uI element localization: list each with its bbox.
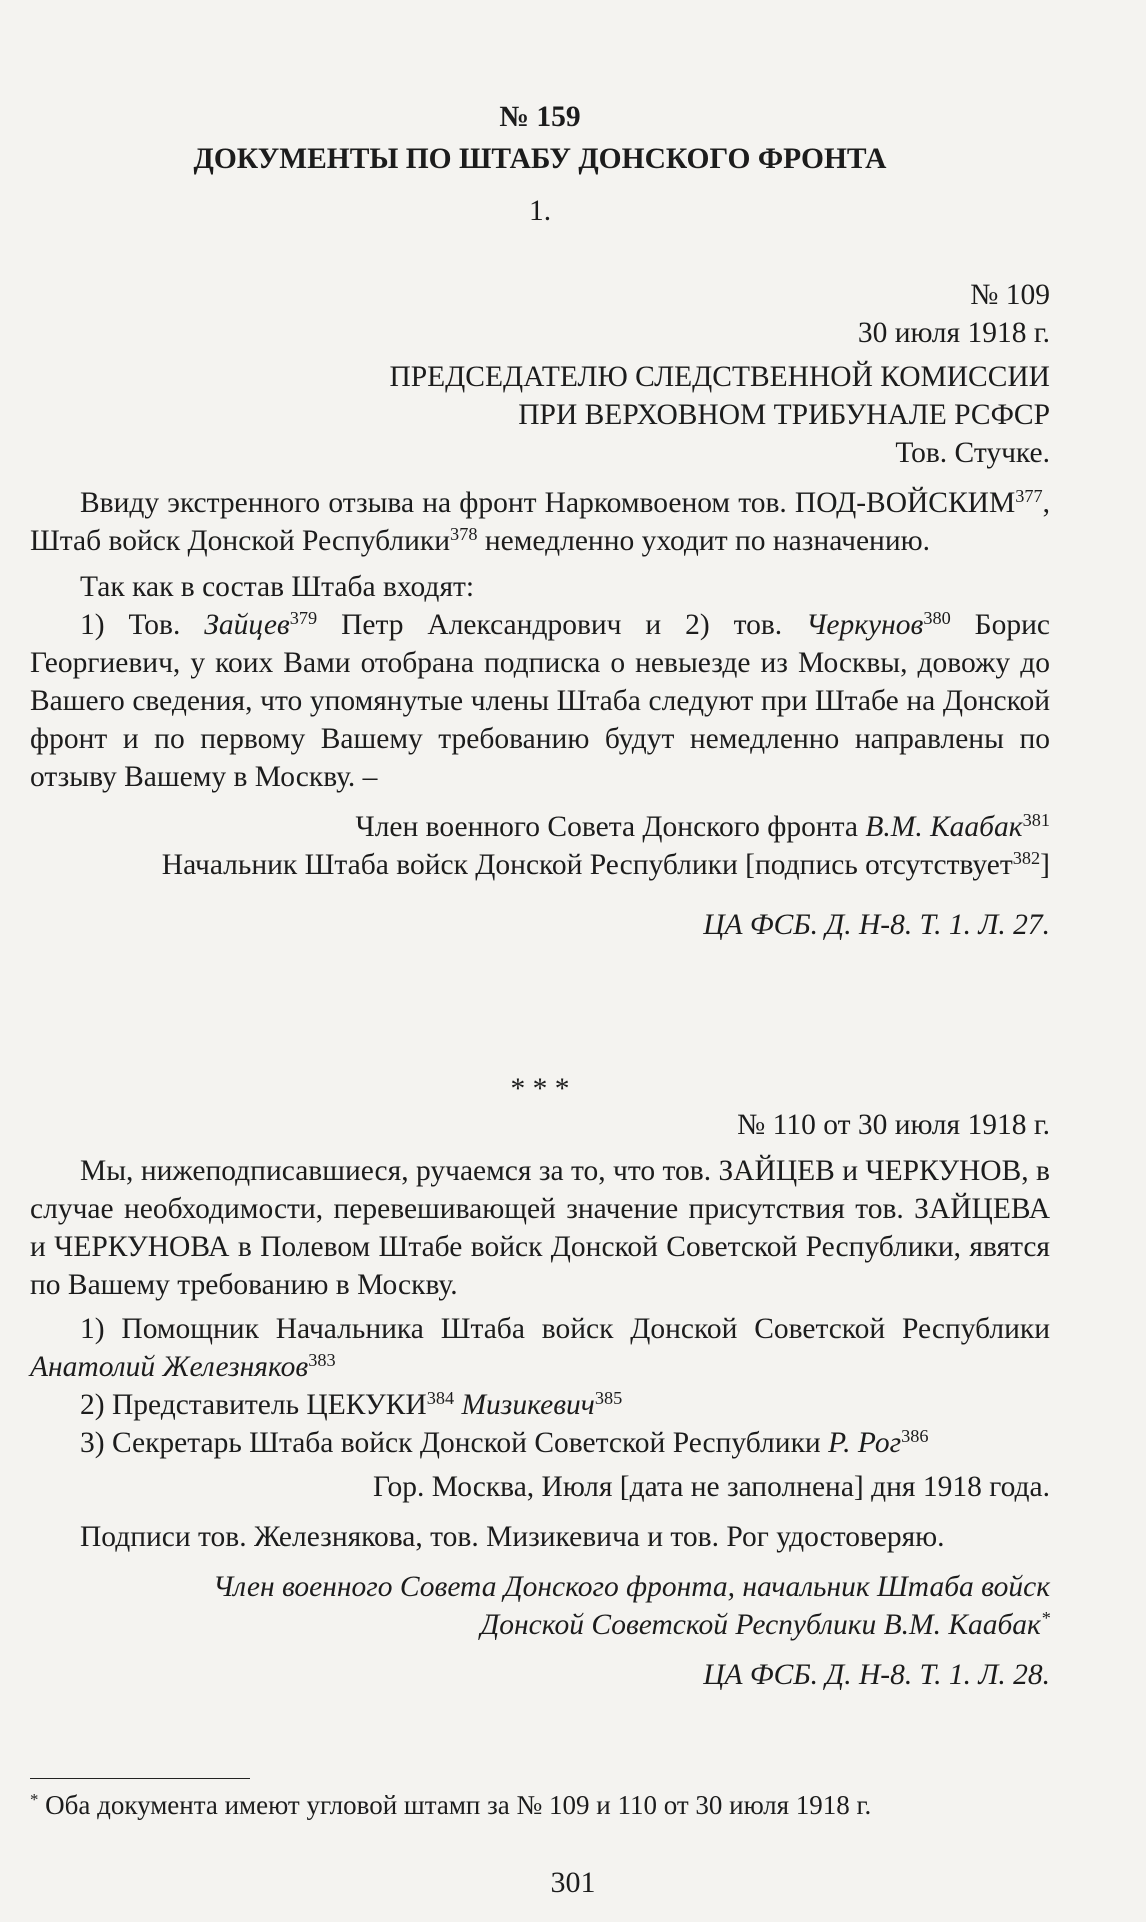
- signature-line-1: Член военного Совета Донского фронта, начальник Штаба войск: [212, 1571, 1050, 1603]
- doc109-date: 30 июля 1918 г.: [857, 317, 1050, 349]
- footnote-ref: 380: [923, 607, 951, 628]
- document-title: ДОКУМЕНТЫ ПО ШТАБУ ДОНСКОГО ФРОНТА: [193, 143, 887, 175]
- doc109-paragraph-2: Так как в состав Штаба входят:: [80, 571, 475, 603]
- footnote-text: Оба документа имеют угловой штамп за № 109 и 110 от 30 июля 1918 г.: [38, 1790, 872, 1820]
- document-109: [30, 276, 1050, 944]
- section-separator: * * *: [510, 1073, 570, 1105]
- footnote-ref: 383: [308, 1349, 336, 1370]
- page-number: 301: [550, 1866, 596, 1899]
- doc110-item-3: 3) Секретарь Штаба войск Донской Советской Республики Р. Рог$^{386}$: [80, 1425, 929, 1459]
- signature-line-2: Донской Советской Республики В.М. Каабак*: [480, 1607, 1050, 1641]
- footnote-ref: 378: [450, 523, 478, 544]
- signature-line-2: Начальник Штаба войск Донской Республики [подпись отсутствует$^{382}$]: [161, 847, 1050, 881]
- footnote-mark: *: [30, 1789, 39, 1809]
- place-date: Гор. Москва, Июля [дата не заполнена] дня 1918 года.: [373, 1471, 1050, 1503]
- person-name: Черкунов: [806, 609, 924, 641]
- footnote-ref: 386: [901, 1425, 929, 1446]
- certification: Подписи тов. Железнякова, тов. Мизикевича и тов. Рог удостоверяю.: [80, 1521, 945, 1553]
- footnote-ref: 381: [1022, 809, 1050, 830]
- addressee-line-2: ПРИ ВЕРХОВНОМ ТРИБУНАЛЕ РСФСР: [518, 399, 1050, 431]
- doc109-paragraph-3: 1) Тов. Зайцев$^{379}$ Петр Александрович и 2) тов. Черкунов$^{380}$ Борис Георгиевич, у коих Вами отобрана подписка о невыезде из Москвы, довожу до Вашего сведения, что упомянутые члены Штаба следуют при Штабе на Донской фронт и по первому Вашему требованию будут немедленно направлены по отзыву Вашему в Москву. –: [30, 607, 1050, 793]
- person-name: Мизикевич: [454, 1389, 595, 1421]
- doc110-item-1: 1) Помощник Начальника Штаба войск Донской Советской Республики Анатолий Железняков$^{383}$: [30, 1313, 1050, 1383]
- footnote-ref: 377: [1015, 485, 1043, 506]
- doc110-paragraph-1: Мы, нижеподписавшиеся, ручаемся за то, что тов. ЗАЙЦЕВ и ЧЕРКУНОВ, в случае необходимости, перевешивающей значение присутствия тов. ЗАЙЦЕВА и ЧЕРКУНОВА в Полевом Штабе войск Донской Советской Республики, явятся по Вашему требованию в Москву.: [30, 1155, 1050, 1301]
- footnote-ref: 384: [426, 1387, 455, 1408]
- footnote-ref: 382: [1012, 847, 1041, 868]
- signatory-name: В.М. Каабак: [865, 811, 1023, 843]
- addressee-line-1: ПРЕДСЕДАТЕЛЮ СЛЕДСТВЕННОЙ КОМИССИИ: [389, 361, 1050, 393]
- person-name: Зайцев: [204, 609, 290, 641]
- archive-source: ЦА ФСБ. Д. Н-8. Т. 1. Л. 27.: [703, 909, 1050, 941]
- document-header: [30, 98, 1050, 230]
- footnote-ref: 385: [594, 1387, 623, 1408]
- doc110-number-date: № 110 от 30 июля 1918 г.: [737, 1109, 1050, 1141]
- person-name: Р. Рог: [828, 1427, 902, 1459]
- archive-source: ЦА ФСБ. Д. Н-8. Т. 1. Л. 28.: [703, 1659, 1050, 1691]
- doc109-number: № 109: [970, 279, 1050, 311]
- doc109-paragraph-1: Ввиду экстренного отзыва на фронт Наркомвоеном тов. ПОД-ВОЙСКИМ$^{377}$, Штаб войск Донской Республики$^{378}$ немедленно уходит по назначению.: [30, 485, 1050, 557]
- signature-line-1: Член военного Совета Донского фронта В.М. Каабак$^{381}$: [355, 809, 1050, 843]
- document-number: № 159: [499, 101, 581, 133]
- part-number: 1.: [528, 195, 552, 227]
- doc110-item-2: 2) Представитель ЦЕКУКИ$^{384}$ Мизикевич$^{385}$: [80, 1387, 623, 1421]
- document-110: [30, 1106, 1050, 1694]
- footnote: [30, 1788, 1050, 1822]
- footnote-ref: *: [1040, 1607, 1050, 1628]
- footnote-divider: [30, 1778, 250, 1779]
- person-name: Анатолий Железняков: [30, 1351, 309, 1383]
- addressee-name: Тов. Стучке.: [895, 437, 1050, 469]
- footnote-ref: 379: [289, 607, 318, 628]
